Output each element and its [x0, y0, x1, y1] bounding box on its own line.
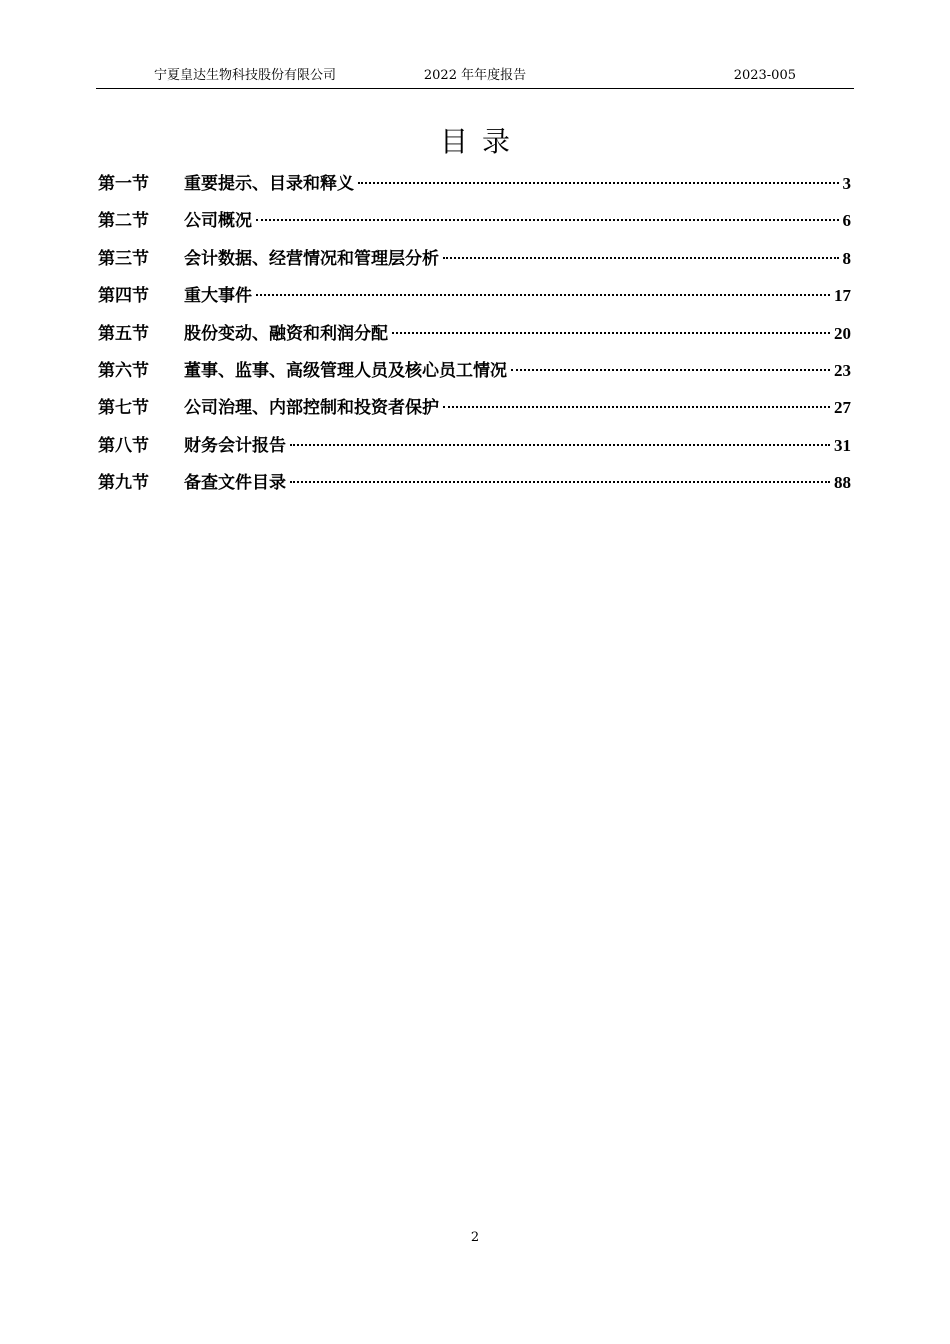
toc-entry-number: 第四节 — [98, 286, 149, 307]
toc-entry-number: 第八节 — [98, 435, 149, 456]
page-number: 2 — [470, 1230, 480, 1245]
toc-dot-leader — [443, 257, 839, 259]
toc-entry-page: 17 — [834, 286, 851, 306]
toc-entry-page: 6 — [842, 211, 851, 231]
toc-entry-label: 财务会计报告 — [184, 435, 286, 456]
toc-entry-page: 3 — [842, 174, 851, 193]
toc-dot-leader — [256, 294, 830, 296]
toc-entry-page: 20 — [834, 323, 851, 343]
header-document-code: 2023-005 — [733, 68, 796, 83]
toc-entry-page: 31 — [834, 435, 851, 455]
toc-entry[interactable] — [98, 170, 851, 207]
toc-dot-leader — [443, 406, 830, 408]
toc-entry[interactable] — [98, 469, 851, 506]
toc-dot-leader — [511, 369, 830, 371]
header-report-title: 2022 年年度报告 — [423, 68, 527, 83]
toc-entry-label: 会计数据、经营情况和管理层分析 — [184, 248, 439, 269]
toc-entry[interactable] — [98, 207, 851, 244]
header-company-name: 宁夏皇达生物科技股份有限公司 — [154, 68, 337, 83]
toc-entry-label: 股份变动、融资和利润分配 — [184, 323, 388, 344]
toc-entry[interactable] — [98, 245, 851, 282]
toc-entry-number: 第一节 — [98, 174, 149, 194]
toc-entry-label: 董事、监事、高级管理人员及核心员工情况 — [184, 360, 507, 381]
toc-dot-leader — [256, 219, 839, 221]
toc-dot-leader — [290, 481, 830, 483]
table-of-contents — [98, 170, 851, 507]
toc-entry-number: 第六节 — [98, 360, 149, 381]
toc-entry-page: 8 — [842, 248, 851, 268]
toc-entry-number: 第九节 — [98, 473, 149, 494]
toc-entry[interactable] — [98, 357, 851, 394]
toc-entry-label: 备查文件目录 — [184, 473, 286, 494]
toc-dot-leader — [290, 444, 830, 446]
toc-entry-label: 重大事件 — [184, 286, 252, 307]
toc-entry-number: 第三节 — [98, 248, 149, 269]
toc-entry-label: 公司概况 — [184, 211, 252, 232]
toc-entry-label: 重要提示、目录和释义 — [184, 174, 354, 194]
toc-entry-page: 23 — [834, 360, 851, 380]
toc-entry[interactable] — [98, 282, 851, 319]
toc-title: 目录 — [439, 125, 524, 158]
toc-entry-page: 27 — [834, 398, 851, 418]
page-header — [96, 66, 854, 89]
toc-entry[interactable] — [98, 320, 851, 357]
toc-entry[interactable] — [98, 394, 851, 431]
toc-entry-number: 第五节 — [98, 323, 149, 344]
toc-entry-number: 第二节 — [98, 211, 149, 232]
toc-entry-page: 88 — [834, 473, 851, 493]
toc-entry-number: 第七节 — [98, 398, 149, 419]
toc-dot-leader — [392, 332, 830, 334]
toc-entry-label: 公司治理、内部控制和投资者保护 — [184, 398, 439, 419]
toc-dot-leader — [358, 182, 839, 184]
toc-entry[interactable] — [98, 432, 851, 469]
